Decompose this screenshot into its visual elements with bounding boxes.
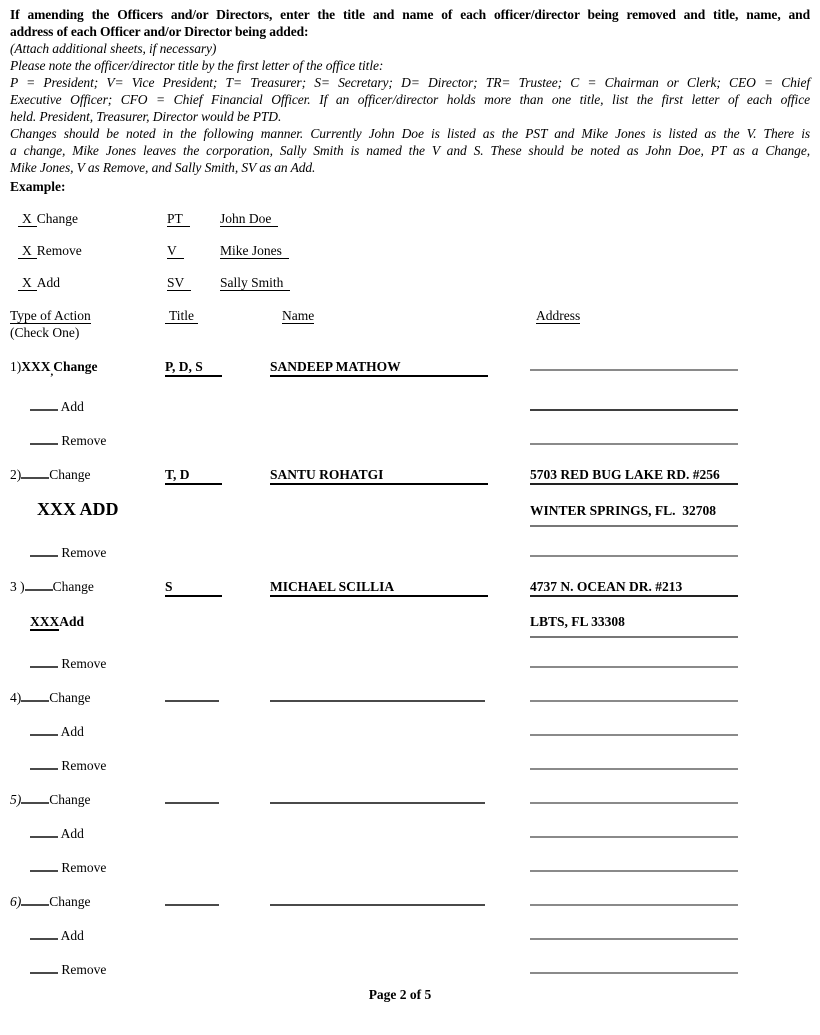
row5-address-line-2 — [530, 824, 738, 838]
row1-change-separator: , — [50, 366, 54, 378]
row5-address-line-3 — [530, 858, 738, 872]
example-change-title: PT — [167, 211, 190, 227]
officer-row-6 — [10, 892, 810, 978]
row3-address-line-2: LBTS, FL 33308 — [530, 613, 738, 638]
row5-add-label: Add — [60, 826, 84, 841]
row6-address-line-1 — [530, 892, 738, 906]
intro-note-abbrev-2: Executive Officer; CFO = Chief Financial Officer. If an officer/director holds more than one title, list the first letter of each office — [10, 92, 810, 107]
example-add-name: Sally Smith — [220, 275, 290, 291]
row1-remove-label: Remove — [61, 433, 107, 448]
example-change-mark: X — [18, 211, 37, 227]
row1-change-mark: XXX — [21, 359, 51, 374]
row2-number: 2) — [10, 467, 22, 482]
row6-change-label: Change — [49, 894, 91, 909]
intro-note-attach: (Attach additional sheets, if necessary) — [10, 41, 217, 56]
row3-address-line-3 — [530, 654, 738, 668]
row4-add-blank — [30, 722, 58, 736]
row2-address-line-3 — [530, 543, 738, 557]
officer-row-2 — [10, 465, 810, 561]
row5-remove-blank — [30, 858, 58, 872]
example-remove-label: Remove — [36, 243, 82, 258]
row2-change-blank — [21, 465, 49, 479]
row5-add-blank — [30, 824, 58, 838]
example-change-label: Change — [36, 211, 78, 226]
example-add-title: SV — [167, 275, 191, 291]
row5-number: 5) — [10, 792, 22, 807]
row3-add-mark: XXX — [30, 614, 60, 629]
intro-note-abbrev-3: held. President, Treasurer, Director would be PTD. — [10, 109, 282, 124]
officer-row-3 — [10, 577, 810, 672]
row4-change-blank — [21, 688, 49, 702]
row6-remove-blank — [30, 960, 58, 974]
row6-number: 6) — [10, 894, 22, 909]
example-add-mark: X — [18, 275, 37, 291]
row3-title-field: S — [165, 578, 222, 597]
row3-change-label: Change — [52, 579, 94, 594]
example-add-label: Add — [36, 275, 60, 290]
row4-name-blank — [270, 688, 485, 702]
row5-change-blank — [21, 790, 49, 804]
row2-remove-blank — [30, 543, 58, 557]
officer-row-4 — [10, 688, 810, 774]
row4-title-blank — [165, 688, 219, 702]
row5-change-label: Change — [49, 792, 91, 807]
column-headers — [10, 307, 810, 324]
row6-address-line-2 — [530, 926, 738, 940]
row6-add-label: Add — [60, 928, 84, 943]
row1-change-label: Change — [53, 359, 98, 374]
row4-remove-blank — [30, 756, 58, 770]
intro-note-changes-1: Changes should be noted in the following manner. Currently John Doe is listed as the PST and Mike Jones is listed as the V. There is — [10, 126, 810, 141]
row1-number: 1) — [10, 359, 22, 374]
row5-remove-label: Remove — [61, 860, 107, 875]
row2-change-label: Change — [49, 467, 91, 482]
row2-name-field: SANTU ROHATGI — [270, 466, 488, 485]
row2-add-mark: XXX ADD — [37, 499, 119, 519]
example-change-name: John Doe — [220, 211, 278, 227]
row1-name-field: SANDEEP MATHOW — [270, 358, 488, 377]
row1-address-line-1 — [530, 357, 738, 371]
row2-title-field: T, D — [165, 466, 222, 485]
row5-name-blank — [270, 790, 485, 804]
header-type-of-action: Type of Action — [10, 308, 91, 323]
row3-number: 3 ) — [10, 579, 25, 594]
officer-row-5 — [10, 790, 810, 876]
intro-note-titles: Please note the officer/director title by the first letter of the office title: — [10, 58, 384, 73]
officer-row-1 — [10, 357, 810, 449]
row1-address-line-3 — [530, 431, 738, 445]
row1-title-field: P, D, S — [165, 358, 222, 377]
row3-remove-label: Remove — [61, 656, 107, 671]
example-remove-title: V — [167, 243, 184, 259]
row3-change-blank — [25, 577, 53, 591]
row6-title-blank — [165, 892, 219, 906]
row6-address-line-3 — [530, 960, 738, 974]
row4-remove-label: Remove — [61, 758, 107, 773]
row6-add-blank — [30, 926, 58, 940]
row6-name-blank — [270, 892, 485, 906]
intro-heading-line-1: If amending the Officers and/or Directors, enter the title and name of each officer/director being removed and title, name, and — [10, 7, 810, 22]
example-row-remove — [10, 242, 810, 259]
row3-name-field: MICHAEL SCILLIA — [270, 578, 488, 597]
row5-address-line-1 — [530, 790, 738, 804]
row5-title-blank — [165, 790, 219, 804]
row6-change-blank — [21, 892, 49, 906]
row6-remove-label: Remove — [61, 962, 107, 977]
row2-remove-label: Remove — [61, 545, 107, 560]
row2-address-line-2: WINTER SPRINGS, FL. 32708 — [530, 502, 738, 527]
row1-add-blank — [30, 397, 58, 411]
row1-remove-blank — [30, 431, 58, 445]
row1-address-line-2 — [530, 397, 738, 411]
example-label: Example: — [10, 179, 66, 194]
row3-add-label: Add — [59, 614, 85, 629]
row3-remove-blank — [30, 654, 58, 668]
example-remove-name: Mike Jones — [220, 243, 289, 259]
row4-address-line-1 — [530, 688, 738, 702]
page-number: Page 2 of 5 — [368, 987, 432, 1002]
example-row-change — [10, 210, 810, 227]
header-title: Title — [165, 308, 198, 324]
row3-address-line-1: 4737 N. OCEAN DR. #213 — [530, 578, 738, 597]
row4-change-label: Change — [49, 690, 91, 705]
row2-address-line-1: 5703 RED BUG LAKE RD. #256 — [530, 466, 738, 485]
intro-heading-line-2: address of each Officer and/or Director being added: — [10, 24, 309, 39]
header-address: Address — [536, 308, 581, 323]
header-check-one: (Check One) — [10, 325, 80, 340]
row4-number: 4) — [10, 690, 22, 705]
row4-address-line-3 — [530, 756, 738, 770]
example-remove-mark: X — [18, 243, 37, 259]
intro-note-changes-2: a change, Mike Jones leaves the corporation, Sally Smith is named the V and S. These should be noted as John Doe, PT as a Change, — [10, 143, 810, 158]
row4-address-line-2 — [530, 722, 738, 736]
example-row-add — [10, 274, 810, 291]
intro-instructions — [10, 6, 810, 176]
intro-note-changes-3: Mike Jones, V as Remove, and Sally Smith, SV as an Add. — [10, 160, 316, 175]
intro-note-abbrev-1: P = President; V= Vice President; T= Treasurer; S= Secretary; D= Director; TR= Trustee; C = Chairman or Clerk; CEO = Chief — [10, 75, 810, 90]
row1-add-label: Add — [60, 399, 84, 414]
header-name: Name — [282, 308, 315, 323]
row4-add-label: Add — [60, 724, 84, 739]
